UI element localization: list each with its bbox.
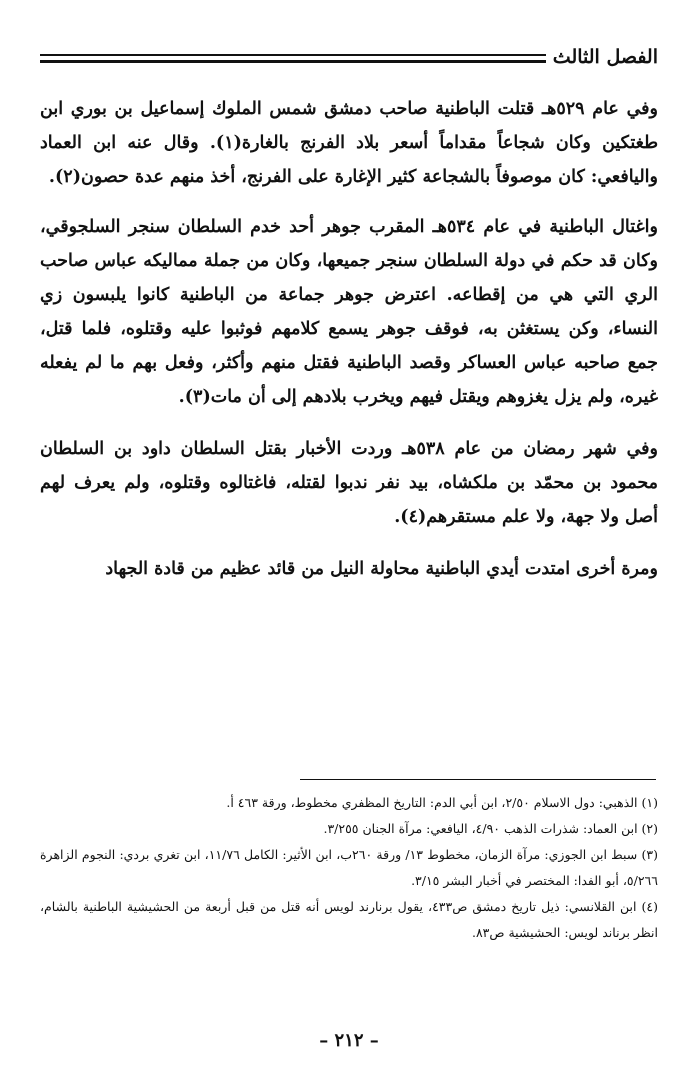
footnote-2: (٢) ابن العماد: شذرات الذهب ٤/٩٠، اليافعي: مرآة الجنان ٣/٢٥٥. xyxy=(323,821,658,836)
paragraph-3: وفي شهر رمضان من عام ٥٣٨هـ وردت الأخبار بقتل السلطان داود بن السلطان محمود بن محمّد بن ملكشاه، بيد نفر ندبوا لقتله، فاغتالوه وقتلوه، ولم يعرف لهم أصل ولا جهة، ولا علم مستقرهم(٤). xyxy=(40,439,658,527)
page-number: – ٢١٢ – xyxy=(319,1030,379,1051)
header-rule-thin xyxy=(40,54,546,56)
footnote-1: (١) الذهبي: دول الاسلام ٢/٥٠، ابن أبي الدم: التاريخ المظفري مخطوط، ورقة ٤٦٣ أ. xyxy=(226,795,658,810)
main-text xyxy=(40,92,658,602)
footnotes xyxy=(40,790,658,946)
footnote-separator xyxy=(300,779,656,780)
footnote-3: (٣) سبط ابن الجوزي: مرآة الزمان، مخطوط ١٣/ ورقة ٢٦٠ب، ابن الأثير: الكامل ١١/٧٦، ابن تغري بردي: النجوم الزاهرة ٥/٢٦٦، أبو الفدا: المختصر في أخبار البشر ٣/١٥. xyxy=(40,847,658,888)
page-header xyxy=(40,44,658,74)
paragraph-4: ومرة أخرى امتدت أيدي الباطنية محاولة النيل من قائد عظيم من قادة الجهاد xyxy=(105,559,658,579)
paragraph-2: واغتال الباطنية في عام ٥٣٤هـ المقرب جوهر أحد خدم السلطان سنجر السلجوقي، وكان قد حكم في دولة السلطان سنجر جميعها، وكان من جملة مماليكه عباس صاحب الري التي هي من إقطاعه. اعترض جوهر جماعة من الباطنية كانوا يلبسون زي النساء، وكن يستغثن به، فوقف جوهر يسمع كلامهم فوثبوا عليه وقتلوه، فلما قتل، جمع صاحبه عباس العساكر وقصد الباطنية فقتل منهم وأكثر، وفعل بهم ما لم يفعله غيره، ولم يزل يغزوهم ويقتل فيهم ويخرب بلادهم إلى أن مات(٣). xyxy=(40,217,658,407)
header-rule-thick xyxy=(40,60,546,63)
footnote-4: (٤) ابن القلانسي: ذيل تاريخ دمشق ص٤٣٣، يقول برنارند لويس أنه قتل من قبل أربعة من الحشيشية الباطنية بالشام، انظر برناند لويس: الحشيشية ص٨٣. xyxy=(40,899,658,940)
chapter-title: الفصل الثالث xyxy=(552,46,658,68)
paragraph-1: وفي عام ٥٢٩هـ قتلت الباطنية صاحب دمشق شمس الملوك إسماعيل بن بوري ابن طغتكين وكان شجاعاً مقداماً أسعر بلاد الفرنج بالغارة(١). وقال عنه ابن العماد واليافعي: كان موصوفاً بالشجاعة كثير الإغارة على الفرنج، أخذ منهم عدة حصون(٢). xyxy=(40,99,658,187)
